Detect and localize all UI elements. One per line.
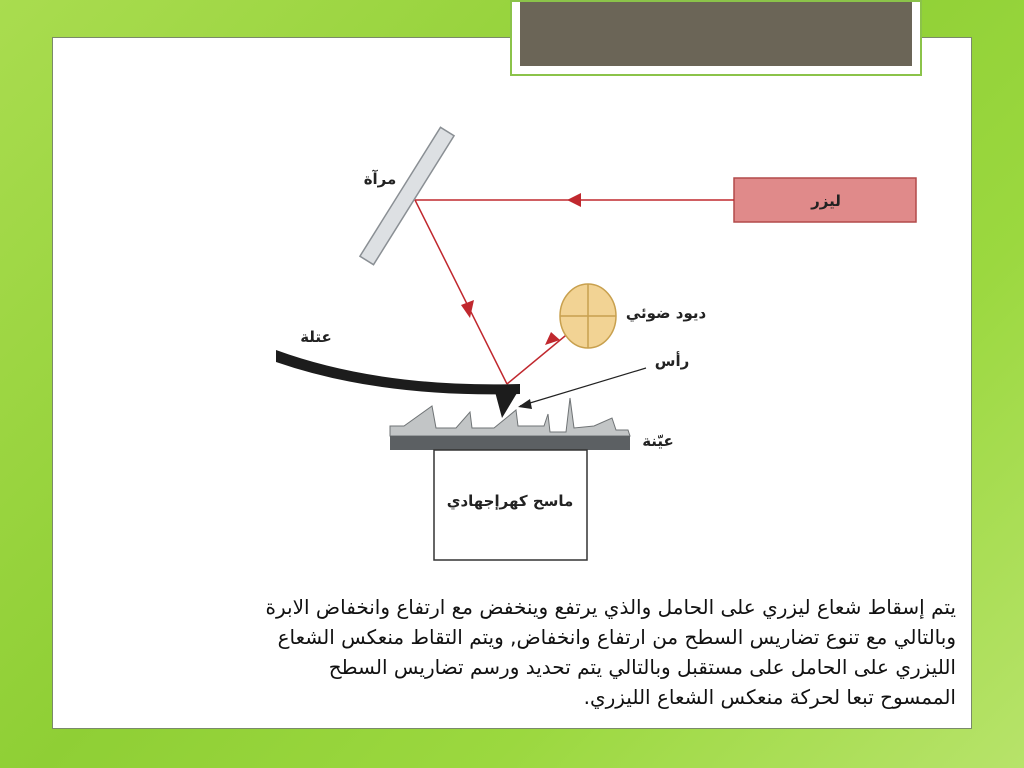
body-line-3: الليزري على الحامل على مستقبل وبالتالي يتم تحديد ورسم تضاريس السطح [328,655,956,679]
body-line-4: الممسوح تبعا لحركة منعكس الشعاع الليزري. [583,685,956,709]
laser-label: ليزر [811,192,841,210]
mirror-label: مرآة [363,170,397,188]
photodiode-label: ديود ضوئي [625,304,707,322]
photodiode [560,284,616,348]
sample-base [390,436,630,450]
beam-mirror-to-tip [415,200,507,384]
scanner-label: ماسح كهرإجهادي [446,492,574,510]
beam-arrow-3 [545,332,560,345]
tip-label: رأس [654,352,690,370]
cantilever [276,350,520,394]
mirror [360,127,454,264]
beam-arrow-1 [567,193,581,207]
tip-pointer-arrow [518,399,532,409]
body-line-1: يتم إسقاط شعاع ليزري على الحامل والذي يرتفع وينخفض مع ارتفاع وانخفاض الابرة [265,595,956,619]
body-paragraph [80,592,956,712]
cantilever-label: عتلة [300,328,332,346]
body-line-2: وبالتالي مع تنوع تضاريس السطح من ارتفاع وانخفاض, ويتم التقاط منعكس الشعاع [277,625,956,649]
sample-label: عيّنة [642,432,674,450]
tip-pointer-line [520,368,646,406]
